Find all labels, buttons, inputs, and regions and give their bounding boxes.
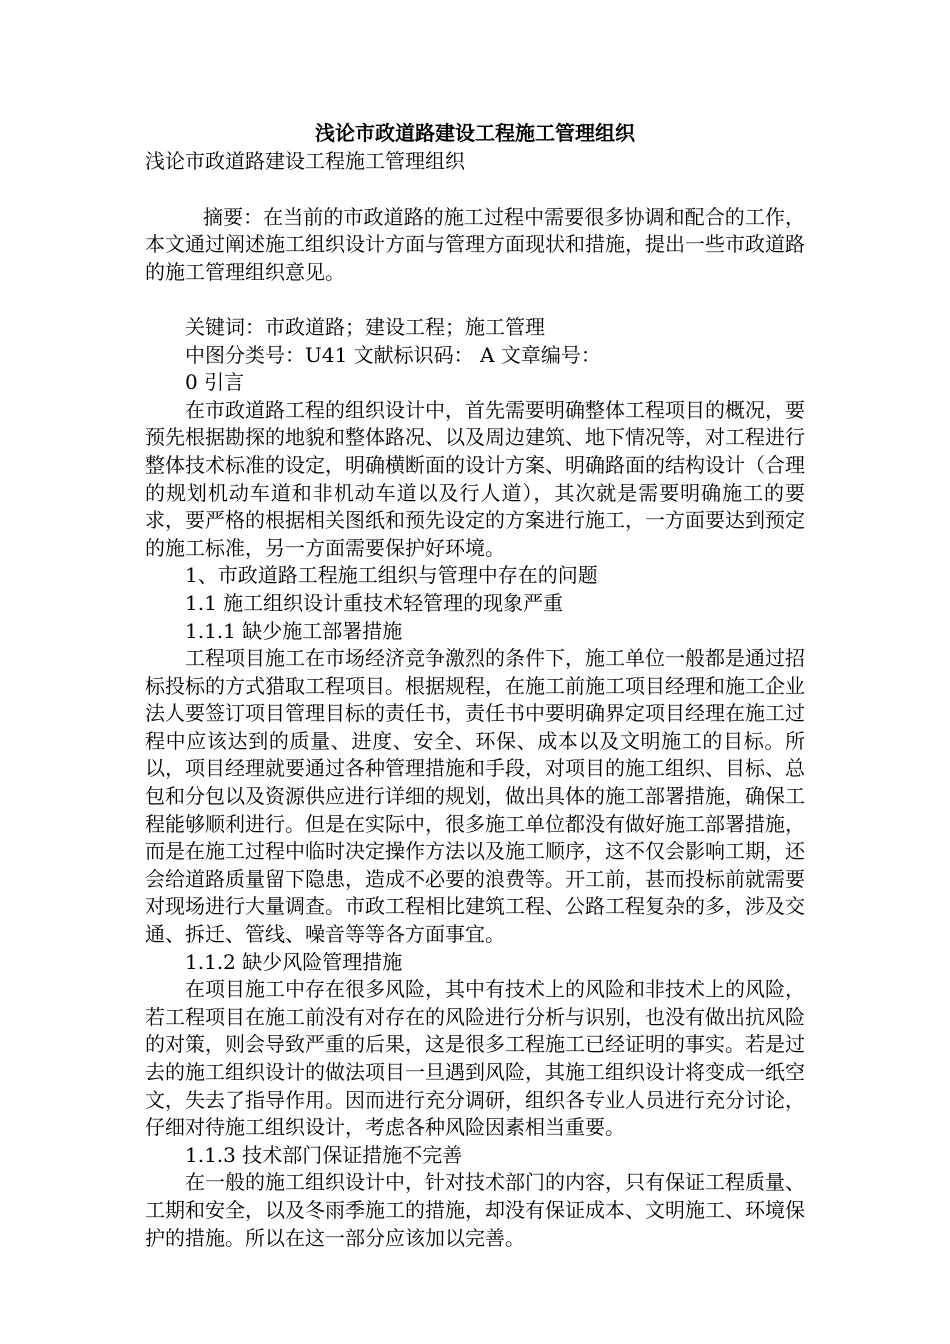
section-heading: 0 引言 [185, 370, 245, 395]
classification-line: 中图分类号：U41 文献标识码： A 文章编号： [185, 342, 601, 367]
document-title: 浅论市政道路建设工程施工管理组织 [315, 121, 635, 145]
keywords-line: 关键词：市政道路；建设工程；施工管理 [185, 314, 545, 339]
document-page [145, 118, 805, 1252]
section-heading: 1.1.1 缺少施工部署措施 [185, 618, 403, 643]
document-subtitle: 浅论市政道路建设工程施工管理组织 [145, 149, 465, 173]
body-paragraph: 工程项目施工在市场经济竞争激烈的条件下，施工单位一般都是通过招标投标的方式猎取工程项目。根据规程，在施工前施工项目经理和施工企业法人要签订项目管理目标的责任书，责任书中要明确界定项目经理在施工过程中应该达到的质量、进度、安全、环保、成本以及文明施工的目标。所以，项目经理就要通过各种管理措施和手段，对项目的施工组织、目标、总包和分包以及资源供应进行详细的规划，做出具体的施工部署措施，确保工程能够顺利进行。但是在实际中，很多施工单位都没有做好施工部署措施，而是在施工过程中临时决定操作方法以及施工顺序，这不仅会影响工期，还会给道路质量留下隐患，造成不必要的浪费等。开工前，甚而投标前就需要对现场进行大量调查。市政工程相比建筑工程、公路工程复杂的多，涉及交通、拆迁、管线、噪音等等各方面事宜。 [145, 646, 805, 947]
body-paragraph: 在一般的施工组织设计中，针对技术部门的内容，只有保证工程质量、工期和安全，以及冬雨季施工的措施，却没有保证成本、文明施工、环境保护的措施。所以在这一部分应该加以完善。 [145, 1170, 805, 1250]
body-paragraph: 在市政道路工程的组织设计中，首先需要明确整体工程项目的概况，要预先根据勘探的地貌和整体路况、以及周边建筑、地下情况等，对工程进行整体技术标准的设定，明确横断面的设计方案、明确路面的结构设计（合理的规划机动车道和非机动车道以及行人道），其次就是需要明确施工的要求，要严格的根据相关图纸和预先设定的方案进行施工，一方面要达到预定的施工标准，另一方面需要保护好环境。 [145, 397, 805, 560]
section-heading: 1、市政道路工程施工组织与管理中存在的问题 [185, 563, 598, 588]
section-heading: 1.1.2 缺少风险管理措施 [185, 949, 403, 974]
blank-line [145, 176, 805, 204]
abstract-paragraph: 摘要：在当前的市政道路的施工过程中需要很多协调和配合的工作，本文通过阐述施工组织设计方面与管理方面现状和措施，提出一些市政道路的施工管理组织意见。 [145, 204, 805, 284]
body-paragraph: 在项目施工中存在很多风险，其中有技术上的风险和非技术上的风险，若工程项目在施工前没有对存在的风险进行分析与识别，也没有做出抗风险的对策，则会导致严重的后果，这是很多工程施工已经证明的事实。若是过去的施工组织设计的做法项目一旦遇到风险，其施工组织设计将变成一纸空文，失去了指导作用。因而进行充分调研，组织各专业人员进行充分讨论，仔细对待施工组织设计，考虑各种风险因素相当重要。 [145, 977, 805, 1140]
section-heading: 1.1 施工组织设计重技术轻管理的现象严重 [185, 590, 564, 615]
section-heading: 1.1.3 技术部门保证措施不完善 [185, 1142, 463, 1167]
blank-line [145, 286, 805, 314]
